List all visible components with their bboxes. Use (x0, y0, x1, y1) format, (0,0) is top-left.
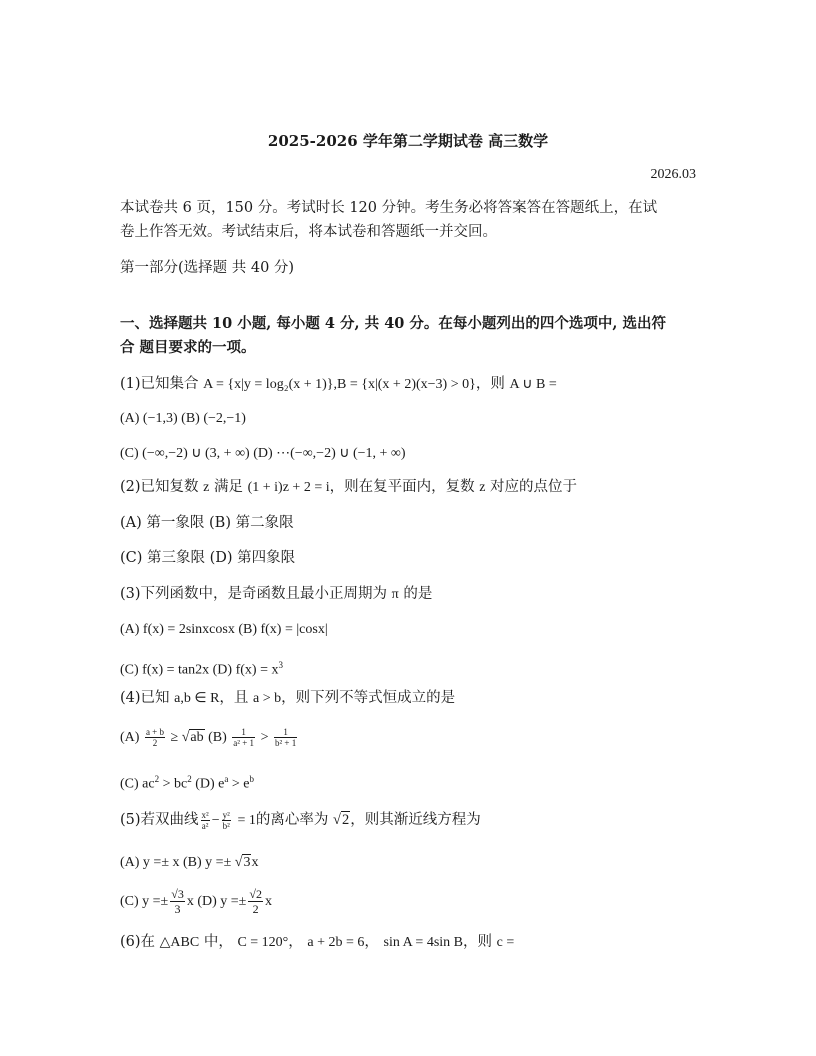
q4-condition-2: a > b (253, 691, 282, 706)
q4-stem-post: ，则下列不等式恒成立的是 (281, 690, 456, 706)
q4-opt-a-relation: ≥ (170, 730, 179, 745)
question-1-stem (120, 374, 557, 395)
q5-opt-c-fraction (170, 887, 185, 916)
q4-opt-b-numerator-2: 1 (274, 727, 297, 738)
q5-equals-one: = 1 (237, 813, 256, 828)
q3-exponent: 3 (278, 660, 283, 670)
q5-y-numerator: y² (222, 809, 230, 820)
q5-opt-b-sqrt: √3 (234, 855, 251, 870)
q6-stem-post: ，则 (463, 934, 492, 950)
q2-stem-pre: (2)已知复数 (120, 479, 199, 495)
q6-condition-1: C = 120° (237, 935, 289, 950)
q2-equation: (1 + i)z + 2 = i (247, 480, 330, 495)
question-4-options-ab (120, 724, 299, 752)
q4-condition: a,b ∈ R (174, 691, 220, 706)
q4-opt-b-fraction-1 (232, 727, 255, 748)
q4-opt-d-pre: (D) e (191, 776, 225, 792)
q4-stem-mid: ，且 (219, 690, 249, 706)
q5-radicand: 2 (341, 812, 350, 828)
question-5-options-ab (120, 853, 258, 873)
q5-y-fraction (222, 810, 231, 831)
q4-opt-b-denominator-1: a² + 1 (233, 738, 255, 749)
q5-opt-c-numerator: √3 (171, 887, 184, 902)
section-heading-line-1: 一、选择题共 10 小题, 每小题 4 分, 共 40 分。在每小题列出的四个选项中, 选出符 (120, 315, 667, 332)
q4-opt-d-mid: > e (228, 776, 250, 792)
q5-opt-c-denominator: 3 (174, 902, 181, 917)
q6-stem-pre: (6)在 (120, 934, 156, 950)
q4-opt-a-numerator: a + b (145, 727, 165, 738)
q2-stem-mid: 满足 (213, 479, 243, 495)
q5-opt-c-x: x (D) y =± (186, 894, 247, 909)
q4-opt-a-denominator: 2 (152, 738, 158, 749)
q5-opt-d-x: x (264, 894, 272, 909)
q2-z: z (203, 480, 210, 495)
q4-opt-c-pre: (C) ac (120, 776, 155, 792)
q5-opt-d-numerator: √2 (249, 887, 262, 902)
q5-opt-c-radicand: 3 (177, 887, 184, 902)
question-5-options-cd (120, 884, 272, 920)
q5-x-fraction (201, 810, 210, 831)
question-3-options-ab: (A) f(x) = 2sinxcosx (B) f(x) = |cosx| (120, 622, 328, 637)
q2-stem-post: ，则在复平面内，复数 (329, 479, 475, 495)
q5-x-denominator: a² (201, 820, 209, 831)
q6-condition-2: a + 2b = 6 (307, 935, 365, 950)
question-3-stem (120, 584, 432, 605)
q4-opt-a-label: (A) (120, 730, 140, 745)
q5-opt-d-fraction (248, 887, 263, 916)
q4-opt-a-radicand: ab (190, 730, 204, 745)
q6-ask: c = (496, 935, 515, 950)
q4-opt-b-numerator-1: 1 (232, 727, 255, 738)
q4-opt-b-label: (B) (208, 730, 227, 745)
intro-line-1: 本试卷共 6 页，150 分。考试时长 120 分钟。考生务必将答案答在答题纸上，在试 (120, 200, 658, 216)
q5-opt-d-radicand: 2 (255, 887, 262, 902)
q5-opt-c-pre: (C) y =± (120, 894, 169, 909)
q5-opt-b-radicand: 3 (243, 855, 251, 870)
q6-triangle: △ABC (159, 935, 200, 950)
question-1-options-ab: (A) (−1,3) (B) (−2,−1) (120, 411, 246, 426)
q4-opt-b-relation: > (260, 730, 269, 745)
q3-stem-pre: (3)下列函数中，是奇函数且最小正周期为 (120, 586, 388, 602)
q4-stem-pre: (4)已知 (120, 690, 170, 706)
exam-date: 2026.03 (650, 167, 696, 182)
q6-sep-2: ， (364, 934, 379, 950)
q5-y-denominator: b² (222, 820, 230, 831)
question-4-options-cd (120, 769, 254, 795)
q3-stem-post: 的是 (403, 586, 433, 602)
q4-opt-c-sup-1: 2 (154, 774, 160, 784)
q4-opt-c-mid: > bc (159, 776, 188, 792)
q2-z-again: z (479, 480, 486, 495)
question-4-stem (120, 688, 455, 709)
q1-ask: A ∪ B = (509, 377, 557, 392)
q5-opt-d-denominator: 2 (252, 902, 259, 917)
question-2-stem (120, 477, 577, 498)
q5-opt-a: (A) y =± x (B) y =± (120, 855, 232, 870)
q6-stem-mid: 中， (203, 934, 233, 950)
q1-stem-pre: (1)已知集合 (120, 376, 199, 392)
q4-opt-a-sqrt: √ab (181, 730, 204, 745)
q4-opt-c-sup-2: 2 (187, 774, 192, 784)
q5-stem-post: ，则其渐近线方程为 (350, 812, 481, 828)
q5-stem-pre: (5)若双曲线 (120, 812, 199, 828)
q2-stem-end: 对应的点位于 (490, 479, 578, 495)
part-heading: 第一部分(选择题 共 40 分) (120, 260, 295, 276)
intro-line-2: 卷上作答无效。考试结束后，将本试卷和答题纸一并交回。 (120, 224, 497, 240)
q5-sqrt: √2 (332, 812, 350, 828)
q4-opt-b-fraction-2 (274, 727, 297, 748)
question-3-options-cd (120, 655, 283, 681)
q1-sets: A = {x|y = log₂(x + 1)},B = {x|(x + 2)(x−3) > 0} (203, 377, 476, 392)
q6-condition-3: sin A = 4sin B (383, 935, 463, 950)
q1-stem-post: ，则 (475, 376, 505, 392)
q5-minus: − (211, 813, 220, 828)
q5-x-numerator: x² (201, 809, 209, 820)
q3-pi: π (391, 587, 399, 602)
question-2-options-cd: (C) 第三象限 (D) 第四象限 (120, 550, 296, 566)
q4-opt-d-sup-1: a (224, 774, 229, 784)
q4-opt-b-denominator-2: b² + 1 (274, 738, 297, 749)
question-6-stem (120, 932, 514, 953)
question-2-options-ab: (A) 第一象限 (B) 第二象限 (120, 515, 294, 531)
question-1-options-cd: (C) (−∞,−2) ∪ (3, + ∞) (D) ⋯(−∞,−2) ∪ (−1, + ∞) (120, 446, 406, 461)
q3-options-cd-text: (C) f(x) = tan2x (D) f(x) = x (120, 662, 279, 678)
q5-stem-mid: 的离心率为 (255, 812, 329, 828)
section-heading-line-2: 合 题目要求的一项。 (120, 339, 256, 356)
q5-opt-b-x: x (251, 855, 259, 870)
question-5-stem (120, 806, 481, 835)
q6-sep-1: ， (288, 934, 303, 950)
page-title: 2025-2026 学年第二学期试卷 高三数学 (267, 132, 549, 150)
q4-opt-a-fraction (145, 727, 165, 748)
q4-opt-d-sup-2: b (249, 774, 254, 784)
